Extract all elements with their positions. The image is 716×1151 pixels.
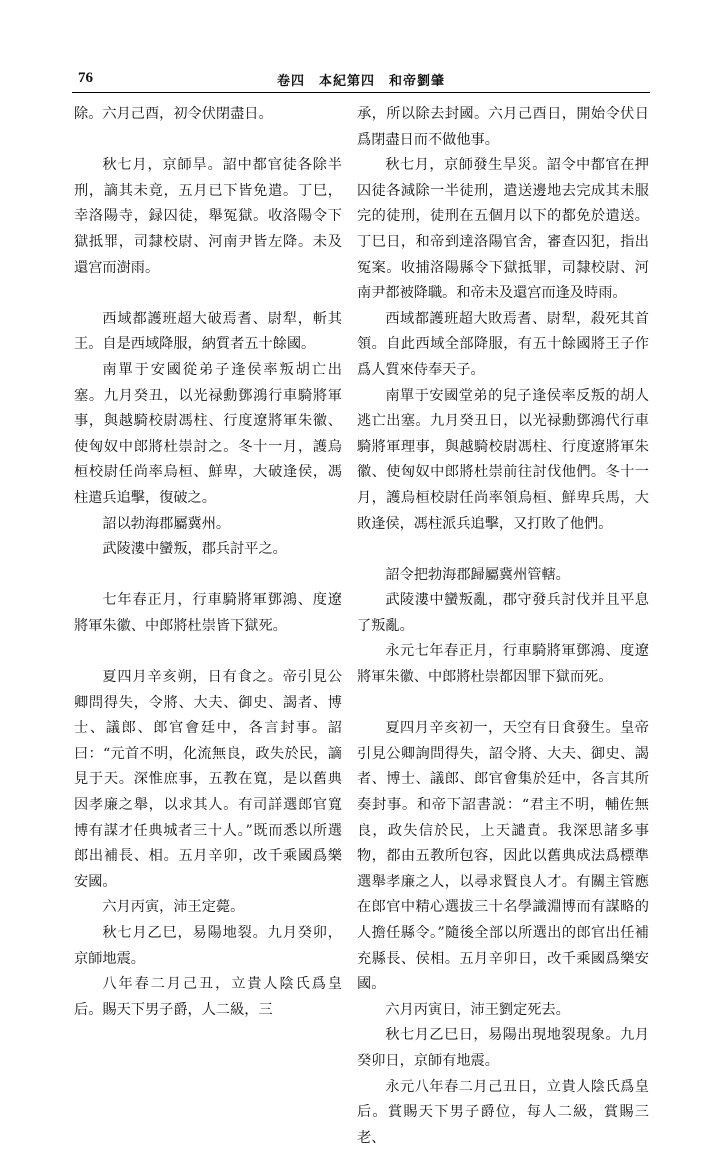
paragraph-l1: 除。六月己酉，初令伏閉盡日。 bbox=[74, 106, 273, 122]
paragraph-l5: 詔以勃海郡屬冀州。 bbox=[102, 515, 231, 532]
translation-column bbox=[357, 102, 649, 1151]
paragraph-r2: 秋七月，京師發生旱災。詔令中都官在押囚徒各減除一半徒刑，遣送邊地去完成其未服完的徒刑，徒刑在五個月以下的都免於遣送。丁巳日，和帝到達洛陽官舍，審查囚犯，指出冤案。收捕洛陽縣令下獄抵罪，司隸校尉、河南尹都被降職。和帝未及還宫而逢及時雨。 bbox=[357, 157, 649, 302]
paragraph-gap bbox=[74, 281, 342, 307]
paragraph-gap bbox=[74, 128, 342, 154]
paragraph-l11: 八年春二月己丑，立貴人陰氏爲皇后。賜天下男子爵，人二級，三 bbox=[74, 976, 342, 1018]
paragraph-l6: 武陵漊中蠻叛，郡兵討平之。 bbox=[102, 541, 287, 558]
paragraph-l8: 夏四月辛亥朔，日有食之。帝引見公卿問得失，令將、大夫、御史、謁者、博士、議郎、郎官會廷中，各言封事。詔曰：“元首不明，化流無良，政失於民，謫見于天。深惟庶事，五教在寬，是以舊典因孝廉之舉，以求其人。有司詳選郎官寬博有謀才任典城者三十人。”既而悉以所選郎出補長、相。五月辛卯，改千乘國爲樂安國。 bbox=[74, 669, 342, 890]
paragraph-r3: 西域都護班超大敗焉耆、尉犁，殺死其首領。自此西域全部降服，有五十餘國將王子作爲人質來侍奉天子。 bbox=[357, 310, 649, 378]
paragraph-l7: 七年春正月，行車騎將軍鄧鴻、度遼將軍朱徽、中郎將杜崇皆下獄死。 bbox=[74, 592, 342, 634]
paragraph-l2: 秋七月，京師旱。詔中都官徒各除半刑，謫其未竟，五月已下皆免遣。丁巳，幸洛陽寺，録囚徒，舉冤獄。收洛陽令下獄抵罪，司隸校尉、河南尹皆左降。未及還宫而澍雨。 bbox=[74, 157, 342, 276]
paragraph-gap bbox=[74, 563, 342, 589]
page-header bbox=[72, 66, 650, 93]
paragraph-r5: 詔令把勃海郡歸屬冀州管轄。 bbox=[385, 566, 570, 583]
page-number: 76 bbox=[78, 70, 93, 86]
paragraph-l3: 西域都護班超大破焉耆、尉犁，斬其王。自是西域降服，納質者五十餘國。 bbox=[74, 310, 342, 353]
original-text-column bbox=[74, 102, 342, 1023]
paragraph-r4: 南單于安國堂弟的兒子逢侯率反叛的胡人逃亡出塞。九月癸丑日，以光禄勳鄧鴻代行車騎將軍理事，與越騎校尉馮柱、行度遼將軍朱徽、使匈奴中郎將杜崇前往討伐他們。冬十一月，護烏桓校尉任尚率領烏桓、鮮卑兵馬，大敗逢侯，馮柱派兵追擊，又打敗了他們。 bbox=[357, 387, 649, 532]
paragraph-r8: 夏四月辛亥初一，天空有日食發生。皇帝引見公卿詢問得失，詔令將、大夫、御史、謁者、博士、議郎、郎官會集於廷中，各言其所奏封事。和帝下詔書説：“君主不明，輔佐無良，政失信於民，上天譴責。我深思諸多事物，都由五教所包容，因此以舊典成法爲標準選舉孝廉之人，以尋求賢良人才。有關主管應在郎官中精心選拔三十名學識淵博而有謀略的人擔任縣令。”隨後全部以所選出的郎官出任補充縣長、侯相。五月辛卯日，改千乘國爲樂安國。 bbox=[357, 720, 649, 993]
paragraph-gap bbox=[357, 537, 649, 563]
paragraph-r10: 秋七月乙巳日，易陽出現地裂現象。九月癸卯日，京師有地震。 bbox=[357, 1027, 649, 1069]
paragraph-r9: 六月丙寅日，沛王劉定死去。 bbox=[385, 1001, 570, 1018]
paragraph-gap bbox=[74, 639, 342, 665]
paragraph-l9: 六月丙寅，沛王定薨。 bbox=[102, 899, 245, 916]
paragraph-r7: 永元七年春正月，行車騎將軍鄧鴻、度遼將軍朱徽、中郎將杜崇都因罪下獄而死。 bbox=[357, 643, 649, 686]
paragraph-gap bbox=[357, 691, 649, 717]
paragraph-l10: 秋七月乙巳，易陽地裂。九月癸卯，京師地震。 bbox=[74, 925, 342, 967]
paragraph-r11: 永元八年春二月己丑日，立貴人陰氏爲皇后。賞賜天下男子爵位，每人二級，賞賜三老、 bbox=[357, 1078, 649, 1146]
paragraph-l4: 南單于安國從弟子逢侯率叛胡亡出塞。九月癸丑，以光禄勳鄧鴻行車騎將軍事，與越騎校尉馮柱、行度遼將軍朱徽、使匈奴中郎將杜崇討之。冬十一月，護烏桓校尉任尚率烏桓、鮮卑，大破逢侯，馮柱遣兵追擊，復破之。 bbox=[74, 361, 342, 506]
paragraph-r6: 武陵漊中蠻叛亂，郡守發兵討伐并且平息了叛亂。 bbox=[357, 592, 649, 634]
running-head: 卷四 本紀第四 和帝劉肇 bbox=[276, 74, 445, 89]
paragraph-r1: 承，所以除去封國。六月己酉日，開始令伏日爲閉盡日而不做他事。 bbox=[357, 106, 649, 148]
